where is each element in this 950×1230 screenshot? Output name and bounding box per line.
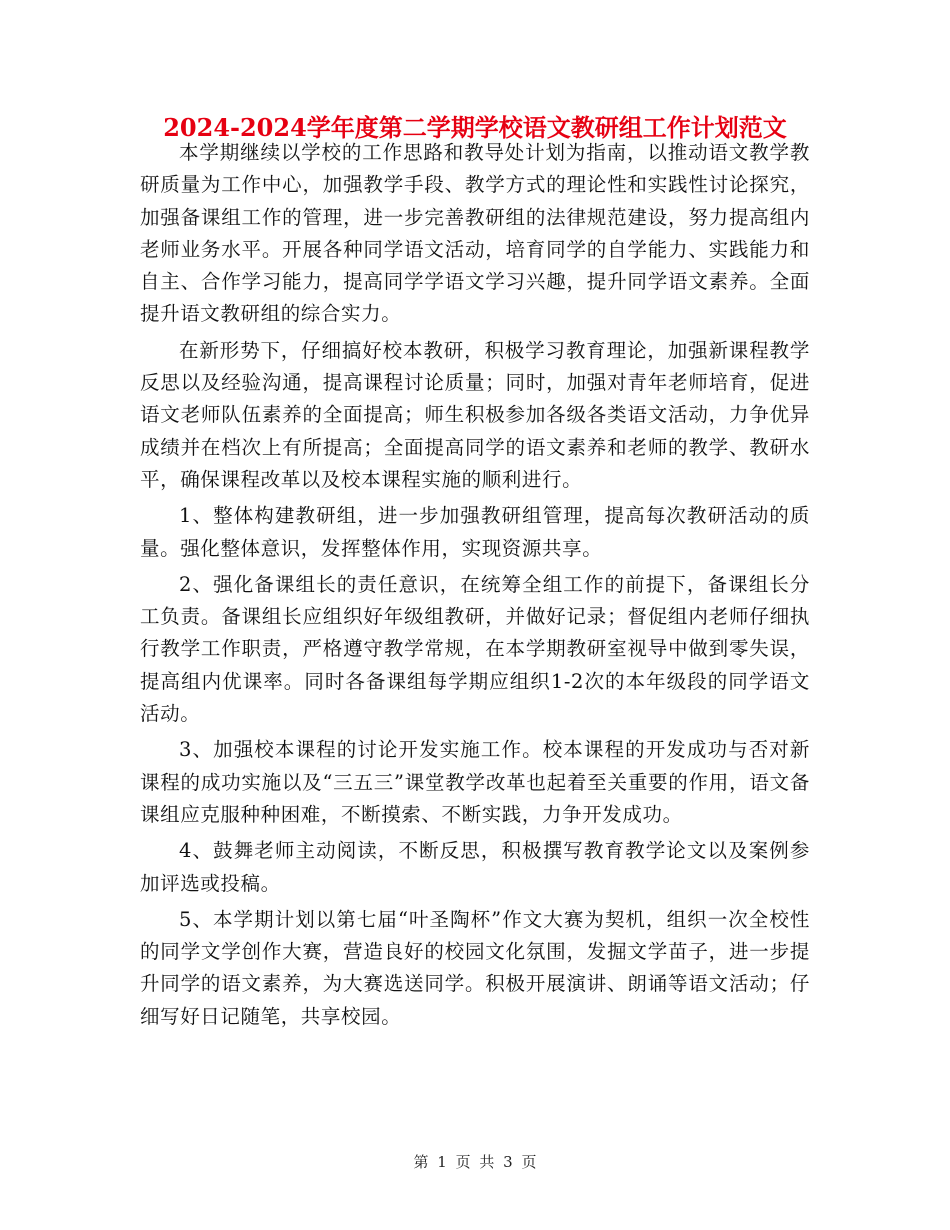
paragraph-item-5: 5、本学期计划以第七届“叶圣陶杯”作文大赛为契机，组织一次全校性的同学文学创作大赛，营造良好的校园文化氛围，发掘文学苗子，进一步提升同学的语文素养，为大赛选送同学。积极开展演讲、朗诵等语文活动；仔细写好日记随笔，共享校园。 (140, 907, 810, 1028)
paragraph-goals: 在新形势下，仔细搞好校本教研，积极学习教育理论，加强新课程教学反思以及经验沟通，提高课程讨论质量；同时，加强对青年老师培育，促进语文老师队伍素养的全面提高；师生积极参加各级各类语文活动，力争优异成绩并在档次上有所提高；全面提高同学的语文素养和老师的教学、教研水平，确保课程改革以及校本课程实施的顺利进行。 (140, 338, 810, 491)
paragraph-item-2: 2、强化备课组长的责任意识，在统筹全组工作的前提下，备课组长分工负责。备课组长应组织好年级组教研，并做好记录；督促组内老师仔细执行教学工作职责，严格遵守教学常规，在本学期教研室视导中做到零失误，提高组内优课率。同时各备课组每学期应组织1-2次的本年级段的同学语文活动。 (140, 572, 810, 726)
paragraph-item-4: 4、鼓舞老师主动阅读，不断反思，积极撰写教育教学论文以及案例参加评选或投稿。 (140, 839, 810, 895)
page-number-footer: 第 1 页 共 3 页 (413, 1153, 537, 1171)
paragraph-item-1: 1、整体构建教研组，进一步加强教研组管理，提高每次教研活动的质量。强化整体意识，发挥整体作用，实现资源共享。 (140, 504, 810, 560)
document-title: 2024-2024学年度第二学期学校语文教研组工作计划范文 (163, 113, 787, 142)
document-body (140, 137, 810, 1037)
paragraph-item-3: 3、加强校本课程的讨论开发实施工作。校本课程的开发成功与否对新课程的成功实施以及“三五三”课堂教学改革也起着至关重要的作用，语文备课组应克服种种困难，不断摸索、不断实践，力争开发成功。 (140, 738, 810, 826)
paragraph-intro: 本学期继续以学校的工作思路和教导处计划为指南，以推动语文教学教研质量为工作中心，加强教学手段、教学方式的理论性和实践性讨论探究，加强备课组工作的管理，进一步完善教研组的法律规范建设，努力提高组内老师业务水平。开展各种同学语文活动，培育同学的自学能力、实践能力和自主、合作学习能力，提高同学学语文学习兴趣，提升同学语文素养。全面提升语文教研组的综合实力。 (140, 141, 810, 326)
